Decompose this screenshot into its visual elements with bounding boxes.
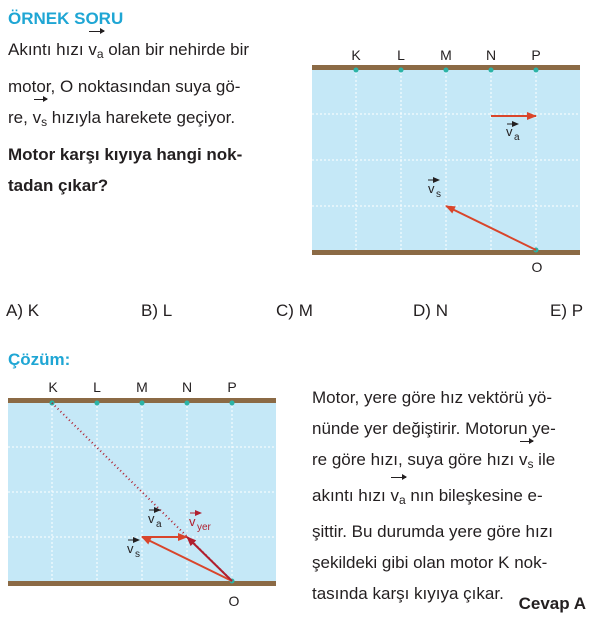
solution-line-7: tasında karşı kıyıya çıkar.	[312, 584, 504, 603]
point-label-n-2: N	[181, 379, 193, 395]
svg-text:s: s	[135, 549, 140, 560]
bottom-bank-2	[8, 581, 276, 586]
solution-line-4: akıntı hızı $v_a$ nın bileşkesine e-	[312, 480, 592, 516]
point-label-m-2: M	[136, 379, 148, 395]
point-label-m: M	[440, 47, 452, 63]
point-label-n: N	[485, 47, 497, 63]
svg-text:s: s	[436, 189, 441, 200]
question-heading: ÖRNEK SORU	[8, 9, 124, 28]
svg-text:v: v	[506, 124, 513, 139]
solution-line-1: Motor, yere göre hız vektörü yö-	[312, 388, 552, 407]
svg-text:v: v	[148, 511, 155, 526]
river-water-2	[8, 402, 276, 584]
svg-text:v: v	[428, 181, 435, 196]
point-label-p-2: P	[227, 379, 237, 395]
vs-symbol-solution: $v_s$	[519, 444, 534, 480]
solution-line-2: nünde yer değiştirir. Motorun ye-	[312, 419, 556, 438]
question-bold-line-2: tadan çıkar?	[8, 176, 109, 195]
point-label-k: K	[351, 47, 361, 63]
svg-text:a: a	[514, 132, 520, 143]
point-label-l-2: L	[93, 379, 101, 395]
point-label-l: L	[397, 47, 405, 63]
va-symbol-solution: $v_a$	[390, 480, 405, 516]
answer-label: Cevap A	[518, 594, 586, 613]
va-symbol: $v_a$	[88, 34, 103, 71]
bottom-bank	[312, 250, 580, 255]
question-line-2: motor, O noktasından suya gö-	[8, 76, 241, 96]
question-line-3: re, $v_s$ hızıyla harekete geçiyor.	[8, 102, 298, 139]
solution-diagram	[0, 370, 310, 610]
point-label-o-2: O	[228, 593, 240, 609]
option-d[interactable]: D) N	[413, 301, 448, 320]
point-label-p: P	[531, 47, 541, 63]
question-bold-line-1: Motor karşı kıyıya hangi nok-	[8, 144, 243, 164]
solution-text	[312, 382, 592, 609]
solution-line-5: şittir. Bu durumda yere göre hızı	[312, 522, 553, 541]
vs-symbol: $v_s$	[33, 102, 48, 139]
point-label-k-2: K	[48, 379, 58, 395]
option-e[interactable]: E) P	[550, 301, 584, 320]
option-b[interactable]: B) L	[141, 301, 173, 320]
question-text	[8, 34, 298, 202]
solution-heading: Çözüm:	[8, 350, 71, 369]
svg-text:v: v	[189, 514, 196, 529]
svg-text:v: v	[127, 541, 134, 556]
solution-line-3: re göre hızı, suya göre hızı $v_s$ ile	[312, 444, 592, 480]
option-c[interactable]: C) M	[276, 301, 313, 320]
question-line-1: Akıntı hızı $v_a$ olan bir nehirde bir	[8, 34, 298, 71]
svg-text:a: a	[156, 519, 162, 530]
solution-line-6: şekildeki gibi olan motor K nok-	[312, 553, 548, 572]
point-label-o: O	[531, 259, 543, 275]
question-diagram	[300, 40, 594, 280]
svg-text:yer: yer	[197, 522, 211, 533]
option-a[interactable]: A) K	[6, 301, 40, 320]
